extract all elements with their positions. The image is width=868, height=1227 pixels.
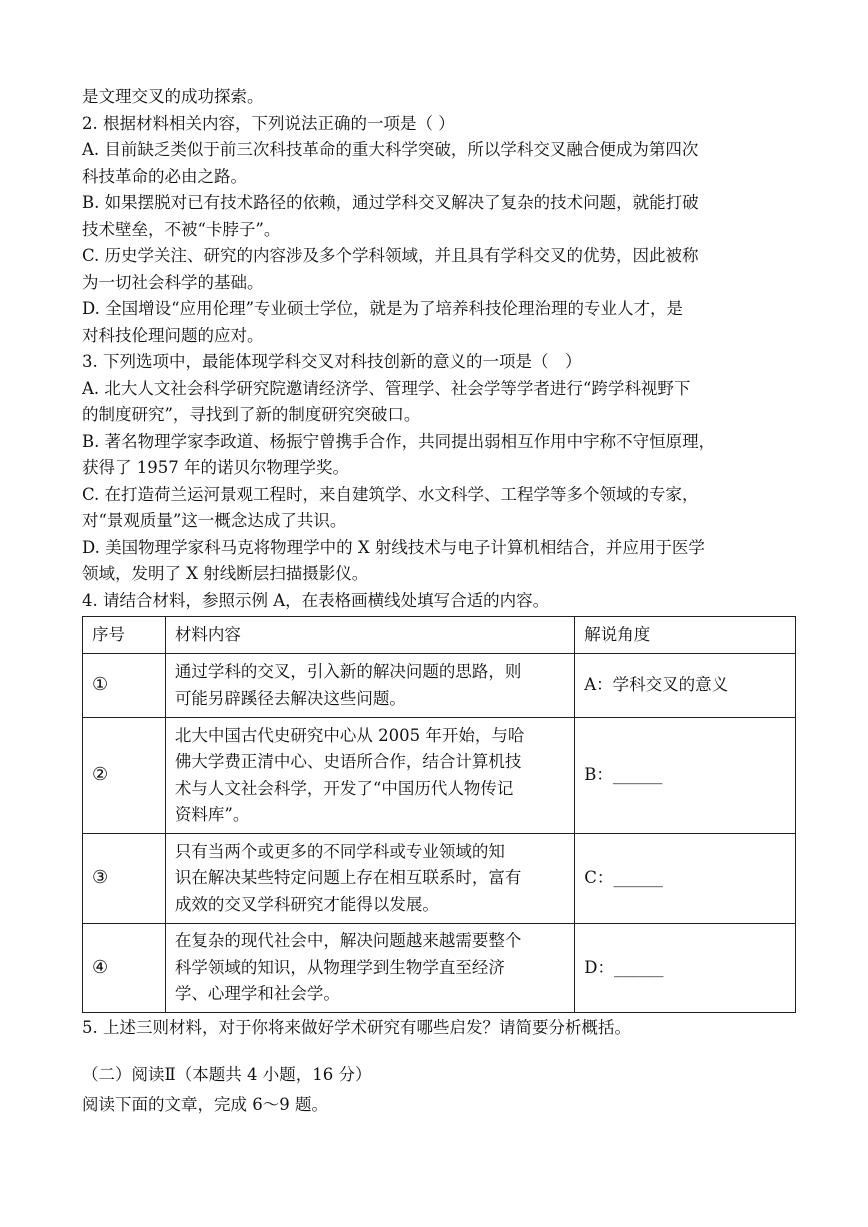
content-line: 学、心理学和社会学。 [174, 984, 340, 1004]
row-content [165, 834, 574, 924]
content-line: 识在解决某些特定问题上存在相互联系时，富有 [174, 868, 522, 888]
text-line: 为一切社会科学的基础。 [82, 272, 264, 292]
text-line: 是文理交叉的成功探索。 [82, 87, 264, 106]
row-number: ① [83, 654, 166, 718]
row-angle: A：学科交叉的意义 [575, 654, 796, 718]
table-row [83, 718, 796, 834]
text-line: C. 历史学关注、研究的内容涉及多个学科领域，并且具有学科交叉的优势，因此被称 [82, 246, 699, 265]
text-line: 领域，发明了 X 射线断层扫描摄影仪。 [82, 564, 369, 583]
header-number: 序号 [83, 617, 166, 654]
content-line: 佛大学费正清中心、史语所合作，结合计算机技 [174, 752, 522, 771]
table-row [83, 834, 796, 924]
content-line: 可能另辟蹊径去解决这些问题。 [174, 688, 406, 708]
content-line: 北大中国古代史研究中心从 2005 年开始，与哈 [174, 725, 525, 745]
row-number: ② [83, 718, 166, 834]
question-3-stem: 3. 下列选项中，最能体现学科交叉对科技创新的意义的一项是（ ） [82, 352, 582, 371]
row-angle-blank[interactable]: B：______ [575, 718, 796, 834]
question-4-table [82, 616, 796, 1013]
content-line: 资料库”。 [174, 805, 250, 824]
content-line: 科学领域的知识，从物理学到生物学直至经济 [174, 957, 505, 977]
row-number: ④ [83, 924, 166, 1013]
text-line: D. 全国增设“应用伦理”专业硕士学位，就是为了培养科技伦理治理的专业人才，是 [82, 299, 684, 318]
row-content [165, 924, 574, 1013]
header-content: 材料内容 [165, 617, 574, 654]
section-intro: 阅读下面的文章，完成 6～9 题。 [82, 1095, 328, 1114]
question-5-stem: 5. 上述三则材料，对于你将来做好学术研究有哪些启发？请简要分析概括。 [82, 1018, 631, 1037]
text-line: A. 北大人文社会科学研究院邀请经济学、管理学、社会学等学者进行“跨学科视野下 [82, 378, 691, 398]
text-line: 对“景观质量”这一概念达成了共识。 [82, 511, 347, 530]
row-number: ③ [83, 834, 166, 924]
content-line: 通过学科的交叉，引入新的解决问题的思路，则 [174, 662, 522, 681]
content-line: 成效的交叉学科研究才能得以发展。 [174, 894, 439, 914]
text-line: B. 如果摆脱对已有技术路径的依赖，通过学科交叉解决了复杂的技术问题，就能打破 [82, 193, 699, 212]
text-line: D. 美国物理学家科马克将物理学中的 X 射线技术与电子计算机相结合，并应用于医学 [82, 537, 705, 557]
content-line: 只有当两个或更多的不同学科或专业领域的知 [174, 841, 505, 861]
row-angle-blank[interactable]: D：______ [575, 924, 796, 1013]
spacer [82, 1042, 796, 1062]
table-header-row [83, 617, 796, 654]
text-line: 技术壁垒，不被“卡脖子”。 [82, 219, 281, 239]
text-line: 的制度研究”，寻找到了新的制度研究突破口。 [82, 405, 421, 424]
text-line: A. 目前缺乏类似于前三次科技革命的重大科学突破，所以学科交叉融合便成为第四次 [82, 140, 699, 159]
text-line: B. 著名物理学家李政道、杨振宁曾携手合作，共同提出弱相互作用中宇称不守恒原理， [82, 431, 716, 451]
text-line: 科技革命的必由之路。 [82, 166, 247, 186]
question-4-stem: 4. 请结合材料，参照示例 A，在表格画横线处填写合适的内容。 [82, 590, 550, 610]
section-title: （二）阅读Ⅱ（本题共 4 小题，16 分） [82, 1064, 372, 1084]
row-content [165, 654, 574, 718]
row-content [165, 718, 574, 834]
document-page [82, 84, 796, 1119]
content-line: 在复杂的现代社会中，解决问题越来越需要整个 [174, 931, 522, 951]
question-2-stem: 2. 根据材料相关内容，下列说法正确的一项是（ ） [82, 113, 455, 133]
text-line: 对科技伦理问题的应对。 [82, 325, 264, 345]
text-line: C. 在打造荷兰运河景观工程时，来自建筑学、水文科学、工程学等多个领域的专家， [82, 484, 699, 504]
text-line: 获得了 1957 年的诺贝尔物理学奖。 [82, 458, 349, 477]
question-text-block [82, 84, 796, 614]
table-row [83, 654, 796, 718]
header-angle: 解说角度 [575, 617, 796, 654]
row-angle-blank[interactable]: C：______ [575, 834, 796, 924]
content-line: 术与人文社会科学，开发了“中国历代人物传记 [174, 778, 514, 798]
table-row [83, 924, 796, 1013]
